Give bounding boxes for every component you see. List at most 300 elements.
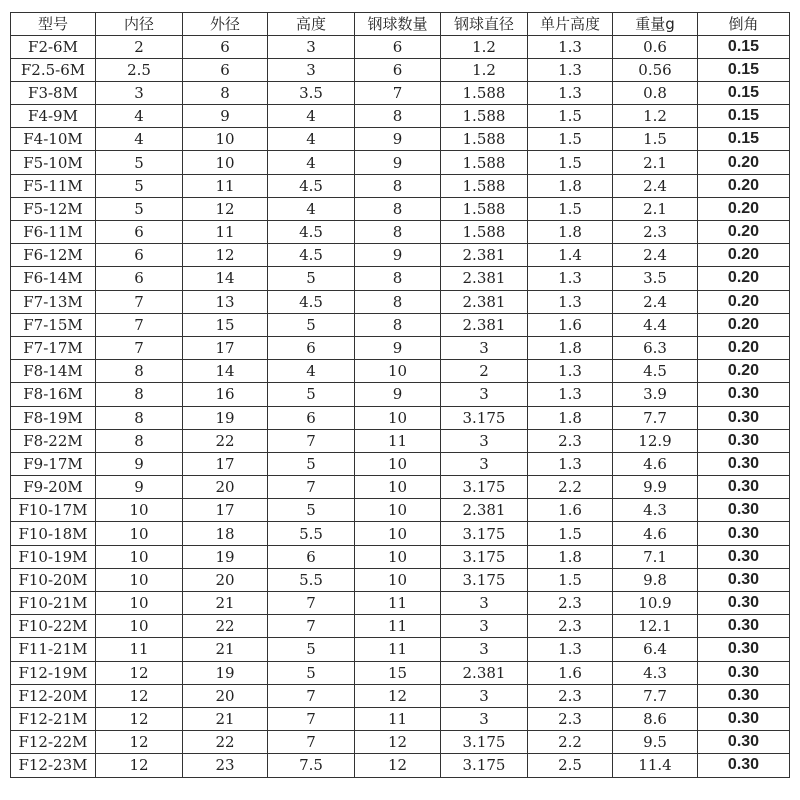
header-ball-count: 钢球数量 — [355, 13, 441, 36]
cell-single-height: 1.3 — [528, 35, 613, 58]
cell-single-height: 1.6 — [528, 661, 613, 684]
cell-ball-count: 8 — [355, 290, 441, 313]
table-row — [11, 661, 790, 684]
cell-ball-count: 10 — [355, 452, 441, 475]
cell-single-height: 1.3 — [528, 383, 613, 406]
cell-weight: 0.8 — [613, 81, 698, 104]
cell-ball-count: 9 — [355, 244, 441, 267]
cell-inner-diameter: 5 — [96, 197, 183, 220]
cell-ball-count: 11 — [355, 429, 441, 452]
cell-inner-diameter: 10 — [96, 615, 183, 638]
cell-weight: 0.56 — [613, 58, 698, 81]
cell-chamfer: 0.15 — [698, 81, 790, 104]
table-row — [11, 336, 790, 359]
cell-chamfer: 0.15 — [698, 105, 790, 128]
cell-height: 3 — [268, 58, 355, 81]
cell-outer-diameter: 19 — [183, 661, 268, 684]
cell-inner-diameter: 4 — [96, 105, 183, 128]
table-row — [11, 174, 790, 197]
cell-single-height: 1.8 — [528, 406, 613, 429]
header-inner-diameter: 内径 — [96, 13, 183, 36]
table-row — [11, 406, 790, 429]
cell-height: 4 — [268, 360, 355, 383]
cell-outer-diameter: 19 — [183, 406, 268, 429]
cell-model: F2.5-6M — [11, 58, 96, 81]
cell-chamfer: 0.30 — [698, 545, 790, 568]
cell-weight: 2.4 — [613, 174, 698, 197]
header-single-height: 单片高度 — [528, 13, 613, 36]
cell-inner-diameter: 11 — [96, 638, 183, 661]
table-row — [11, 545, 790, 568]
cell-model: F8-19M — [11, 406, 96, 429]
cell-inner-diameter: 10 — [96, 545, 183, 568]
cell-ball-diameter: 2 — [441, 360, 528, 383]
table-row — [11, 197, 790, 220]
cell-outer-diameter: 17 — [183, 499, 268, 522]
cell-model: F12-23M — [11, 754, 96, 777]
cell-single-height: 1.3 — [528, 452, 613, 475]
cell-ball-count: 9 — [355, 336, 441, 359]
cell-model: F7-15M — [11, 313, 96, 336]
cell-ball-count: 8 — [355, 174, 441, 197]
cell-height: 5 — [268, 267, 355, 290]
cell-inner-diameter: 2.5 — [96, 58, 183, 81]
cell-model: F10-21M — [11, 592, 96, 615]
cell-chamfer: 0.30 — [698, 754, 790, 777]
table-row — [11, 267, 790, 290]
cell-model: F12-19M — [11, 661, 96, 684]
cell-chamfer: 0.30 — [698, 707, 790, 730]
cell-height: 4 — [268, 197, 355, 220]
cell-height: 5 — [268, 638, 355, 661]
cell-inner-diameter: 8 — [96, 406, 183, 429]
cell-outer-diameter: 23 — [183, 754, 268, 777]
cell-outer-diameter: 21 — [183, 592, 268, 615]
cell-ball-diameter: 3 — [441, 707, 528, 730]
cell-outer-diameter: 12 — [183, 197, 268, 220]
cell-ball-diameter: 2.381 — [441, 267, 528, 290]
cell-weight: 1.2 — [613, 105, 698, 128]
cell-weight: 10.9 — [613, 592, 698, 615]
cell-weight: 3.5 — [613, 267, 698, 290]
cell-outer-diameter: 22 — [183, 731, 268, 754]
cell-height: 3 — [268, 35, 355, 58]
cell-weight: 4.6 — [613, 522, 698, 545]
cell-ball-count: 10 — [355, 406, 441, 429]
cell-weight: 4.6 — [613, 452, 698, 475]
cell-outer-diameter: 10 — [183, 151, 268, 174]
cell-outer-diameter: 16 — [183, 383, 268, 406]
header-outer-diameter: 外径 — [183, 13, 268, 36]
cell-chamfer: 0.20 — [698, 244, 790, 267]
cell-single-height: 1.6 — [528, 499, 613, 522]
cell-outer-diameter: 8 — [183, 81, 268, 104]
cell-ball-count: 8 — [355, 105, 441, 128]
cell-height: 3.5 — [268, 81, 355, 104]
cell-chamfer: 0.20 — [698, 313, 790, 336]
cell-model: F6-14M — [11, 267, 96, 290]
cell-ball-count: 11 — [355, 615, 441, 638]
cell-height: 4.5 — [268, 221, 355, 244]
cell-chamfer: 0.30 — [698, 452, 790, 475]
cell-weight: 7.1 — [613, 545, 698, 568]
cell-outer-diameter: 17 — [183, 452, 268, 475]
cell-inner-diameter: 8 — [96, 383, 183, 406]
table-row — [11, 81, 790, 104]
cell-ball-diameter: 2.381 — [441, 313, 528, 336]
cell-ball-count: 11 — [355, 707, 441, 730]
cell-single-height: 1.6 — [528, 313, 613, 336]
cell-chamfer: 0.30 — [698, 568, 790, 591]
cell-height: 5 — [268, 499, 355, 522]
cell-inner-diameter: 7 — [96, 290, 183, 313]
cell-chamfer: 0.30 — [698, 429, 790, 452]
cell-single-height: 1.5 — [528, 151, 613, 174]
cell-ball-count: 8 — [355, 197, 441, 220]
cell-ball-diameter: 1.588 — [441, 221, 528, 244]
cell-single-height: 1.3 — [528, 81, 613, 104]
cell-weight: 0.6 — [613, 35, 698, 58]
cell-ball-diameter: 3 — [441, 684, 528, 707]
cell-weight: 2.1 — [613, 151, 698, 174]
cell-inner-diameter: 10 — [96, 592, 183, 615]
cell-model: F10-17M — [11, 499, 96, 522]
table-row — [11, 58, 790, 81]
cell-ball-diameter: 3 — [441, 383, 528, 406]
cell-weight: 2.4 — [613, 244, 698, 267]
cell-inner-diameter: 10 — [96, 568, 183, 591]
cell-single-height: 2.3 — [528, 429, 613, 452]
cell-inner-diameter: 2 — [96, 35, 183, 58]
cell-single-height: 1.5 — [528, 197, 613, 220]
cell-model: F6-12M — [11, 244, 96, 267]
cell-model: F5-10M — [11, 151, 96, 174]
cell-model: F12-21M — [11, 707, 96, 730]
header-chamfer: 倒角 — [698, 13, 790, 36]
cell-ball-count: 10 — [355, 476, 441, 499]
cell-height: 7.5 — [268, 754, 355, 777]
cell-outer-diameter: 9 — [183, 105, 268, 128]
cell-ball-diameter: 1.2 — [441, 35, 528, 58]
cell-inner-diameter: 10 — [96, 499, 183, 522]
cell-model: F9-17M — [11, 452, 96, 475]
cell-height: 5.5 — [268, 568, 355, 591]
cell-model: F11-21M — [11, 638, 96, 661]
cell-weight: 6.3 — [613, 336, 698, 359]
cell-ball-diameter: 2.381 — [441, 499, 528, 522]
cell-ball-count: 9 — [355, 383, 441, 406]
cell-ball-diameter: 2.381 — [441, 244, 528, 267]
cell-height: 7 — [268, 476, 355, 499]
cell-outer-diameter: 18 — [183, 522, 268, 545]
cell-single-height: 1.4 — [528, 244, 613, 267]
cell-weight: 9.5 — [613, 731, 698, 754]
cell-weight: 1.5 — [613, 128, 698, 151]
cell-model: F12-22M — [11, 731, 96, 754]
cell-ball-diameter: 3.175 — [441, 568, 528, 591]
cell-chamfer: 0.20 — [698, 174, 790, 197]
cell-inner-diameter: 7 — [96, 336, 183, 359]
cell-chamfer: 0.30 — [698, 499, 790, 522]
cell-height: 6 — [268, 336, 355, 359]
cell-ball-diameter: 3 — [441, 452, 528, 475]
table-row — [11, 151, 790, 174]
cell-single-height: 1.5 — [528, 522, 613, 545]
cell-height: 4 — [268, 128, 355, 151]
cell-model: F5-12M — [11, 197, 96, 220]
cell-chamfer: 0.30 — [698, 638, 790, 661]
table-row — [11, 35, 790, 58]
cell-inner-diameter: 6 — [96, 244, 183, 267]
table-row — [11, 221, 790, 244]
cell-ball-count: 9 — [355, 128, 441, 151]
cell-ball-diameter: 1.588 — [441, 197, 528, 220]
cell-single-height: 1.3 — [528, 360, 613, 383]
cell-model: F4-10M — [11, 128, 96, 151]
cell-chamfer: 0.15 — [698, 128, 790, 151]
cell-ball-diameter: 3 — [441, 592, 528, 615]
cell-ball-diameter: 3.175 — [441, 545, 528, 568]
cell-model: F3-8M — [11, 81, 96, 104]
table-row — [11, 568, 790, 591]
cell-chamfer: 0.20 — [698, 290, 790, 313]
cell-model: F10-19M — [11, 545, 96, 568]
table-row — [11, 754, 790, 777]
cell-outer-diameter: 19 — [183, 545, 268, 568]
cell-model: F2-6M — [11, 35, 96, 58]
cell-weight: 2.3 — [613, 221, 698, 244]
cell-outer-diameter: 14 — [183, 360, 268, 383]
header-weight: 重量g — [613, 13, 698, 36]
table-row — [11, 499, 790, 522]
cell-weight: 7.7 — [613, 684, 698, 707]
cell-inner-diameter: 12 — [96, 661, 183, 684]
cell-outer-diameter: 22 — [183, 429, 268, 452]
cell-ball-diameter: 3 — [441, 615, 528, 638]
cell-weight: 4.4 — [613, 313, 698, 336]
cell-ball-count: 8 — [355, 313, 441, 336]
cell-ball-count: 10 — [355, 545, 441, 568]
cell-weight: 9.9 — [613, 476, 698, 499]
table-row — [11, 383, 790, 406]
cell-ball-diameter: 1.588 — [441, 105, 528, 128]
cell-ball-count: 10 — [355, 522, 441, 545]
cell-ball-count: 15 — [355, 661, 441, 684]
cell-single-height: 1.5 — [528, 128, 613, 151]
cell-ball-diameter: 2.381 — [441, 290, 528, 313]
cell-model: F10-20M — [11, 568, 96, 591]
cell-inner-diameter: 8 — [96, 429, 183, 452]
cell-weight: 8.6 — [613, 707, 698, 730]
cell-chamfer: 0.30 — [698, 731, 790, 754]
cell-single-height: 2.5 — [528, 754, 613, 777]
cell-weight: 4.3 — [613, 661, 698, 684]
table-row — [11, 244, 790, 267]
cell-single-height: 1.8 — [528, 336, 613, 359]
cell-ball-diameter: 3.175 — [441, 406, 528, 429]
cell-ball-count: 12 — [355, 731, 441, 754]
cell-outer-diameter: 11 — [183, 221, 268, 244]
cell-ball-diameter: 3.175 — [441, 754, 528, 777]
cell-chamfer: 0.20 — [698, 336, 790, 359]
cell-model: F8-14M — [11, 360, 96, 383]
cell-inner-diameter: 9 — [96, 476, 183, 499]
cell-chamfer: 0.30 — [698, 406, 790, 429]
cell-model: F8-16M — [11, 383, 96, 406]
cell-inner-diameter: 9 — [96, 452, 183, 475]
cell-chamfer: 0.30 — [698, 522, 790, 545]
cell-height: 4.5 — [268, 290, 355, 313]
cell-ball-diameter: 3 — [441, 429, 528, 452]
cell-inner-diameter: 12 — [96, 707, 183, 730]
cell-ball-diameter: 3 — [441, 638, 528, 661]
cell-weight: 3.9 — [613, 383, 698, 406]
cell-outer-diameter: 12 — [183, 244, 268, 267]
cell-weight: 2.4 — [613, 290, 698, 313]
cell-chamfer: 0.30 — [698, 592, 790, 615]
cell-ball-count: 10 — [355, 360, 441, 383]
cell-single-height: 2.3 — [528, 707, 613, 730]
cell-outer-diameter: 15 — [183, 313, 268, 336]
table-row — [11, 684, 790, 707]
cell-height: 7 — [268, 429, 355, 452]
cell-inner-diameter: 8 — [96, 360, 183, 383]
cell-single-height: 2.2 — [528, 476, 613, 499]
cell-outer-diameter: 17 — [183, 336, 268, 359]
cell-single-height: 2.3 — [528, 592, 613, 615]
cell-inner-diameter: 12 — [96, 731, 183, 754]
cell-single-height: 2.3 — [528, 615, 613, 638]
cell-inner-diameter: 5 — [96, 174, 183, 197]
cell-ball-count: 6 — [355, 35, 441, 58]
cell-chamfer: 0.20 — [698, 221, 790, 244]
cell-ball-diameter: 1.588 — [441, 128, 528, 151]
table-row — [11, 290, 790, 313]
cell-height: 4.5 — [268, 244, 355, 267]
table-row — [11, 128, 790, 151]
cell-ball-diameter: 1.588 — [441, 151, 528, 174]
cell-model: F4-9M — [11, 105, 96, 128]
cell-outer-diameter: 11 — [183, 174, 268, 197]
table-row — [11, 638, 790, 661]
cell-ball-diameter: 1.2 — [441, 58, 528, 81]
table-row — [11, 707, 790, 730]
cell-outer-diameter: 21 — [183, 707, 268, 730]
cell-ball-count: 11 — [355, 592, 441, 615]
cell-ball-diameter: 2.381 — [441, 661, 528, 684]
cell-height: 4 — [268, 105, 355, 128]
table-row — [11, 731, 790, 754]
cell-height: 6 — [268, 545, 355, 568]
table-row — [11, 429, 790, 452]
cell-model: F8-22M — [11, 429, 96, 452]
cell-height: 7 — [268, 731, 355, 754]
cell-height: 4.5 — [268, 174, 355, 197]
cell-ball-diameter: 3.175 — [441, 522, 528, 545]
cell-weight: 4.3 — [613, 499, 698, 522]
cell-chamfer: 0.30 — [698, 476, 790, 499]
cell-model: F7-13M — [11, 290, 96, 313]
cell-height: 4 — [268, 151, 355, 174]
cell-inner-diameter: 6 — [96, 221, 183, 244]
cell-single-height: 1.3 — [528, 58, 613, 81]
cell-outer-diameter: 20 — [183, 476, 268, 499]
cell-inner-diameter: 5 — [96, 151, 183, 174]
cell-chamfer: 0.20 — [698, 151, 790, 174]
cell-weight: 4.5 — [613, 360, 698, 383]
cell-weight: 12.1 — [613, 615, 698, 638]
cell-height: 5 — [268, 452, 355, 475]
table-row — [11, 313, 790, 336]
cell-model: F7-17M — [11, 336, 96, 359]
cell-ball-count: 7 — [355, 81, 441, 104]
header-model: 型号 — [11, 13, 96, 36]
cell-chamfer: 0.30 — [698, 661, 790, 684]
cell-weight: 7.7 — [613, 406, 698, 429]
header-ball-diameter: 钢球直径 — [441, 13, 528, 36]
cell-ball-count: 8 — [355, 221, 441, 244]
cell-chamfer: 0.30 — [698, 615, 790, 638]
cell-single-height: 2.3 — [528, 684, 613, 707]
table-row — [11, 592, 790, 615]
cell-ball-count: 9 — [355, 151, 441, 174]
cell-outer-diameter: 13 — [183, 290, 268, 313]
cell-model: F10-22M — [11, 615, 96, 638]
table-row — [11, 360, 790, 383]
cell-height: 5 — [268, 661, 355, 684]
cell-single-height: 1.3 — [528, 267, 613, 290]
table-row — [11, 105, 790, 128]
cell-chamfer: 0.20 — [698, 360, 790, 383]
cell-height: 6 — [268, 406, 355, 429]
cell-chamfer: 0.20 — [698, 267, 790, 290]
cell-ball-diameter: 3 — [441, 336, 528, 359]
cell-ball-count: 10 — [355, 499, 441, 522]
cell-outer-diameter: 6 — [183, 35, 268, 58]
cell-ball-count: 8 — [355, 267, 441, 290]
cell-model: F12-20M — [11, 684, 96, 707]
cell-inner-diameter: 10 — [96, 522, 183, 545]
cell-weight: 6.4 — [613, 638, 698, 661]
cell-height: 7 — [268, 615, 355, 638]
cell-chamfer: 0.30 — [698, 383, 790, 406]
cell-ball-count: 12 — [355, 754, 441, 777]
cell-height: 5 — [268, 383, 355, 406]
table-row — [11, 476, 790, 499]
table-row — [11, 615, 790, 638]
cell-ball-diameter: 3.175 — [441, 476, 528, 499]
cell-ball-count: 12 — [355, 684, 441, 707]
cell-single-height: 1.3 — [528, 638, 613, 661]
cell-height: 7 — [268, 684, 355, 707]
cell-model: F10-18M — [11, 522, 96, 545]
cell-chamfer: 0.30 — [698, 684, 790, 707]
cell-ball-count: 11 — [355, 638, 441, 661]
cell-model: F9-20M — [11, 476, 96, 499]
cell-outer-diameter: 22 — [183, 615, 268, 638]
cell-outer-diameter: 6 — [183, 58, 268, 81]
cell-single-height: 1.5 — [528, 568, 613, 591]
table-row — [11, 452, 790, 475]
cell-ball-diameter: 1.588 — [441, 81, 528, 104]
cell-model: F5-11M — [11, 174, 96, 197]
cell-chamfer: 0.20 — [698, 197, 790, 220]
cell-single-height: 1.8 — [528, 174, 613, 197]
cell-outer-diameter: 14 — [183, 267, 268, 290]
cell-height: 7 — [268, 592, 355, 615]
cell-single-height: 1.8 — [528, 221, 613, 244]
bearing-spec-table — [10, 12, 790, 778]
